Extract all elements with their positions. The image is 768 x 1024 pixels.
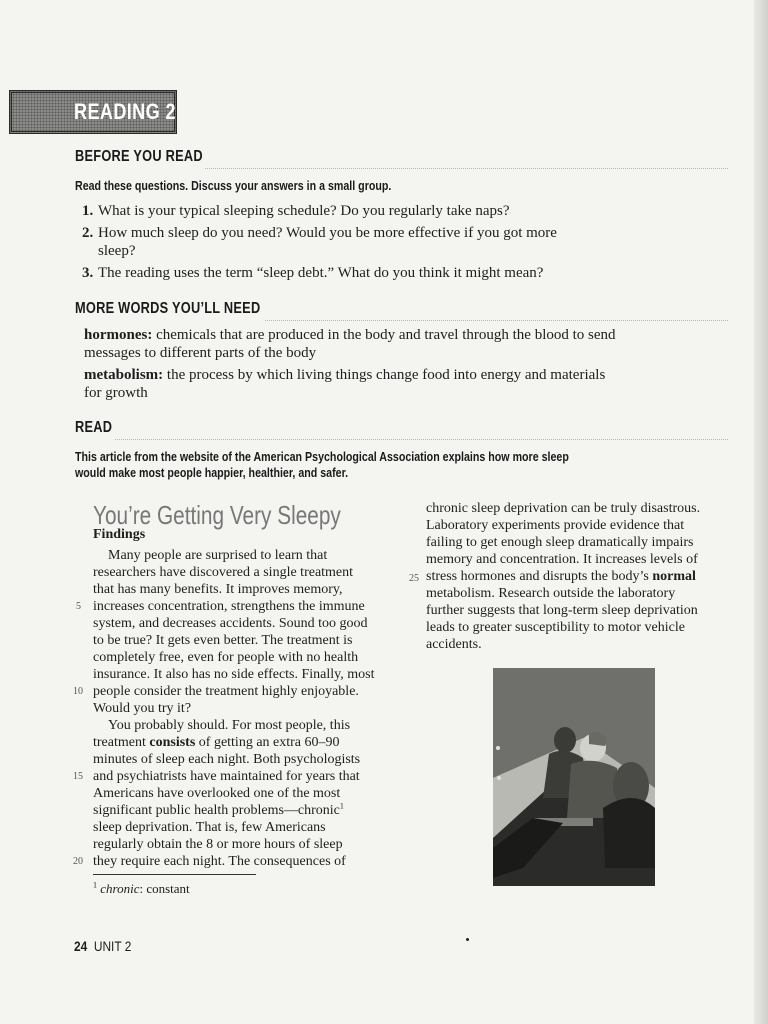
- section-rule: [115, 439, 728, 440]
- text-line: to be true? It gets even better. The treatment is: [93, 633, 353, 648]
- banner-title: READING 2: [74, 99, 176, 124]
- text-line: [93, 734, 375, 751]
- article-right-column: [426, 500, 700, 653]
- text-line: that has many benefits. It improves memory,: [93, 582, 343, 597]
- text-line: Many people are surprised to learn that: [108, 548, 328, 563]
- text-line: they require each night. The consequences of: [93, 854, 346, 869]
- page-number: 24: [74, 938, 88, 954]
- text-line: further suggests that long-term sleep deprivation: [426, 603, 698, 618]
- text-line: chronic sleep deprivation can be truly disastrous.: [426, 501, 701, 516]
- page-edge-shadow: [754, 0, 768, 1024]
- text-fragment: stress hormones and disrupts the body’s: [426, 569, 649, 584]
- page-footer: [74, 938, 131, 954]
- text-line: Laboratory experiments provide evidence that: [426, 518, 685, 533]
- question-number: 3.: [82, 265, 94, 281]
- text-line: You probably should. For most people, this: [108, 718, 351, 733]
- text-line: researchers have discovered a single treatment: [93, 565, 354, 580]
- before-you-read-instruction: Read these questions. Discuss your answers in a small group.: [75, 178, 392, 193]
- section-rule: [205, 168, 728, 169]
- vocabulary-entry: [84, 366, 624, 402]
- text-line: leads to greater susceptibility to motor vehicle: [426, 620, 685, 635]
- read-heading: READ: [75, 419, 113, 436]
- before-you-read-heading: BEFORE YOU READ: [75, 148, 203, 165]
- line-number: 5: [76, 601, 81, 612]
- text-line: [426, 568, 700, 585]
- footnote: [93, 881, 190, 897]
- vocabulary-definition: chemicals that are produced in the body and travel through the blood to send messages to different parts of the body: [84, 327, 616, 361]
- article-title: You’re Getting Very Sleepy: [93, 500, 341, 530]
- text-line: system, and decreases accidents. Sound too good: [93, 616, 368, 631]
- text-line: accidents.: [426, 637, 482, 652]
- vocabulary-term: metabolism:: [84, 367, 164, 383]
- question-text: What is your typical sleeping schedule? Do you regularly take naps?: [98, 203, 510, 219]
- line-number: 15: [73, 771, 83, 782]
- vocabulary-term: hormones:: [84, 327, 153, 343]
- footnote-term: chronic: [100, 881, 140, 896]
- vocabulary-definition: the process by which living things change food into energy and materials for growth: [84, 367, 606, 401]
- text-line: Would you try it?: [93, 701, 192, 716]
- vocabulary-highlight: normal: [652, 569, 696, 584]
- text-line: minutes of sleep each night. Both psychologists: [93, 752, 361, 767]
- line-number: 10: [73, 686, 83, 697]
- article-subheading: Findings: [93, 527, 146, 542]
- text-fragment: significant public health problems—chronic: [93, 803, 340, 818]
- text-fragment: treatment: [93, 735, 146, 750]
- unit-label: UNIT 2: [93, 938, 132, 954]
- question-item: [82, 224, 602, 260]
- scan-speck: [466, 938, 469, 941]
- read-intro-line: This article from the website of the American Psychological Association explains how more sleep: [75, 449, 569, 464]
- line-number: 20: [73, 856, 83, 867]
- text-line: failing to get enough sleep dramatically impairs: [426, 535, 694, 550]
- question-text: How much sleep do you need? Would you be more effective if you got more sleep?: [98, 225, 557, 259]
- question-number: 2.: [82, 225, 94, 241]
- text-line: [93, 802, 375, 819]
- text-line: insurance. It also has no side effects. Finally, most: [93, 667, 375, 682]
- text-line: regularly obtain the 8 or more hours of sleep: [93, 837, 343, 852]
- question-number: 1.: [82, 203, 94, 219]
- text-line: and psychiatrists have maintained for years that: [93, 769, 360, 784]
- sleeping-students-photo: [493, 668, 655, 886]
- read-intro-line: would make most people happier, healthier, and safer.: [75, 465, 349, 480]
- vocabulary-entry: [84, 326, 624, 362]
- text-line: memory and concentration. It increases levels of: [426, 552, 698, 567]
- footnote-rule: [93, 874, 256, 875]
- article-left-column: [93, 547, 375, 870]
- photo-illustration: [493, 668, 655, 886]
- more-words-heading: MORE WORDS YOU’LL NEED: [75, 300, 261, 317]
- text-line: Americans have overlooked one of the most: [93, 786, 341, 801]
- question-item: [82, 264, 602, 282]
- footnote-marker: 1: [93, 880, 97, 890]
- text-line: increases concentration, strengthens the immune: [93, 599, 365, 614]
- text-line: sleep deprivation. That is, few Americans: [93, 820, 326, 835]
- question-item: [82, 202, 602, 220]
- vocabulary-highlight: consists: [149, 735, 196, 750]
- line-number: 25: [409, 573, 419, 584]
- text-line: metabolism. Research outside the laboratory: [426, 586, 676, 601]
- footnote-marker: 1: [339, 801, 344, 811]
- text-line: completely free, even for people with no health: [93, 650, 359, 665]
- text-fragment: of getting an extra 60–90: [198, 735, 340, 750]
- question-text: The reading uses the term “sleep debt.” What do you think it might mean?: [98, 265, 544, 281]
- text-line: people consider the treatment highly enjoyable.: [93, 684, 359, 699]
- section-rule: [265, 320, 728, 321]
- footnote-text: : constant: [139, 881, 190, 896]
